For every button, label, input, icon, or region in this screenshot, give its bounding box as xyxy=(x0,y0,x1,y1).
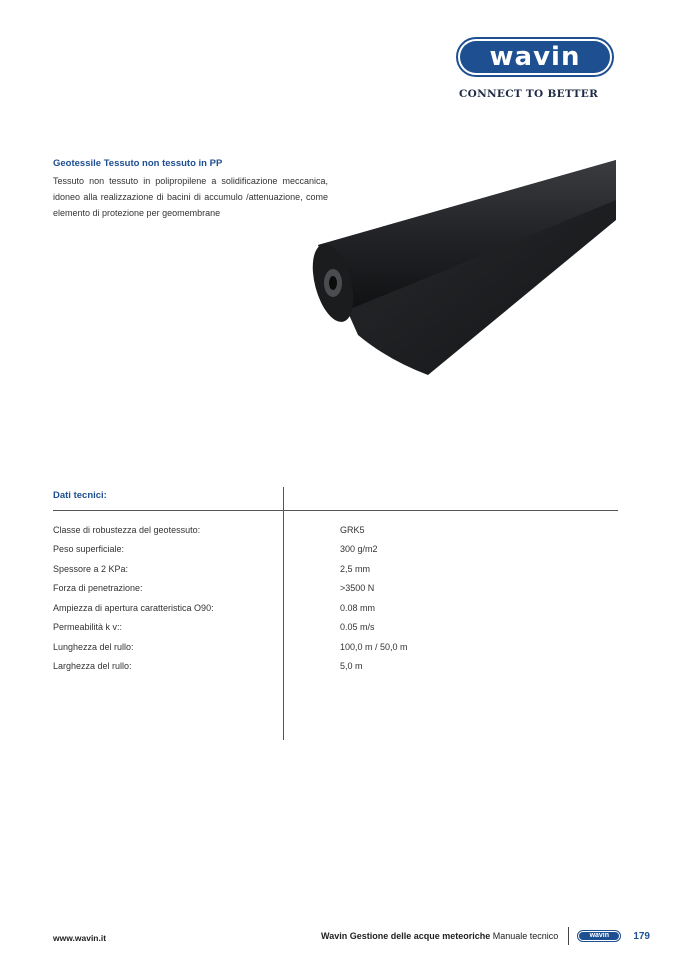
row-label: Spessore a 2 KPa: xyxy=(53,563,129,574)
row-value: 5,0 m xyxy=(340,661,363,672)
row-label: Lunghezza del rullo: xyxy=(53,641,134,652)
footer-separator xyxy=(568,927,569,945)
product-description: Tessuto non tessuto in polipropilene a solidificazione meccanica, idoneo alla realizzazione di bacini di accumulo /attenuazione, come elemento di protezione per geomembrane xyxy=(53,176,328,218)
page-number: 179 xyxy=(633,930,650,942)
product-title: Geotessile Tessuto non tessuto in PP xyxy=(53,158,223,169)
row-value: >3500 N xyxy=(340,583,375,594)
row-label: Classe di robustezza del geotessuto: xyxy=(53,524,201,535)
table-row xyxy=(53,637,618,657)
footer-title-rest: Manuale tecnico xyxy=(490,931,559,941)
table-row xyxy=(53,559,618,579)
row-value: 2,5 mm xyxy=(340,563,371,574)
tech-data-heading: Dati tecnici: xyxy=(53,490,107,501)
row-value: 0.08 mm xyxy=(340,602,376,613)
row-value: GRK5 xyxy=(340,524,365,535)
table-row xyxy=(53,540,618,560)
row-label: Forza di penetrazione: xyxy=(53,583,143,594)
row-value: 100,0 m / 50,0 m xyxy=(340,641,408,652)
row-value: 0.05 m/s xyxy=(340,622,375,633)
geotextile-roll-image xyxy=(288,160,618,380)
footer-logo-text: wavin xyxy=(579,932,619,940)
table-row xyxy=(53,598,618,618)
table-row xyxy=(53,579,618,599)
footer-title xyxy=(321,931,558,941)
row-label: Permeabilità k v:: xyxy=(53,622,123,633)
row-label: Ampiezza di apertura caratteristica O90: xyxy=(53,602,214,613)
row-value: 300 g/m2 xyxy=(340,544,378,555)
table-row xyxy=(53,520,618,540)
row-label: Peso superficiale: xyxy=(53,544,125,555)
logo-text: wavin xyxy=(460,41,610,73)
footer-url[interactable]: www.wavin.it xyxy=(53,933,107,943)
row-label: Larghezza del rullo: xyxy=(53,661,132,672)
tech-data-table xyxy=(53,520,618,676)
table-divider xyxy=(53,510,618,511)
footer-logo xyxy=(577,930,621,942)
table-row xyxy=(53,618,618,638)
footer-title-bold: Wavin Gestione delle acque meteoriche xyxy=(321,931,491,941)
table-row xyxy=(53,657,618,677)
tagline: CONNECT TO BETTER xyxy=(459,88,599,100)
wavin-logo xyxy=(456,37,618,77)
footer-right xyxy=(321,927,650,945)
